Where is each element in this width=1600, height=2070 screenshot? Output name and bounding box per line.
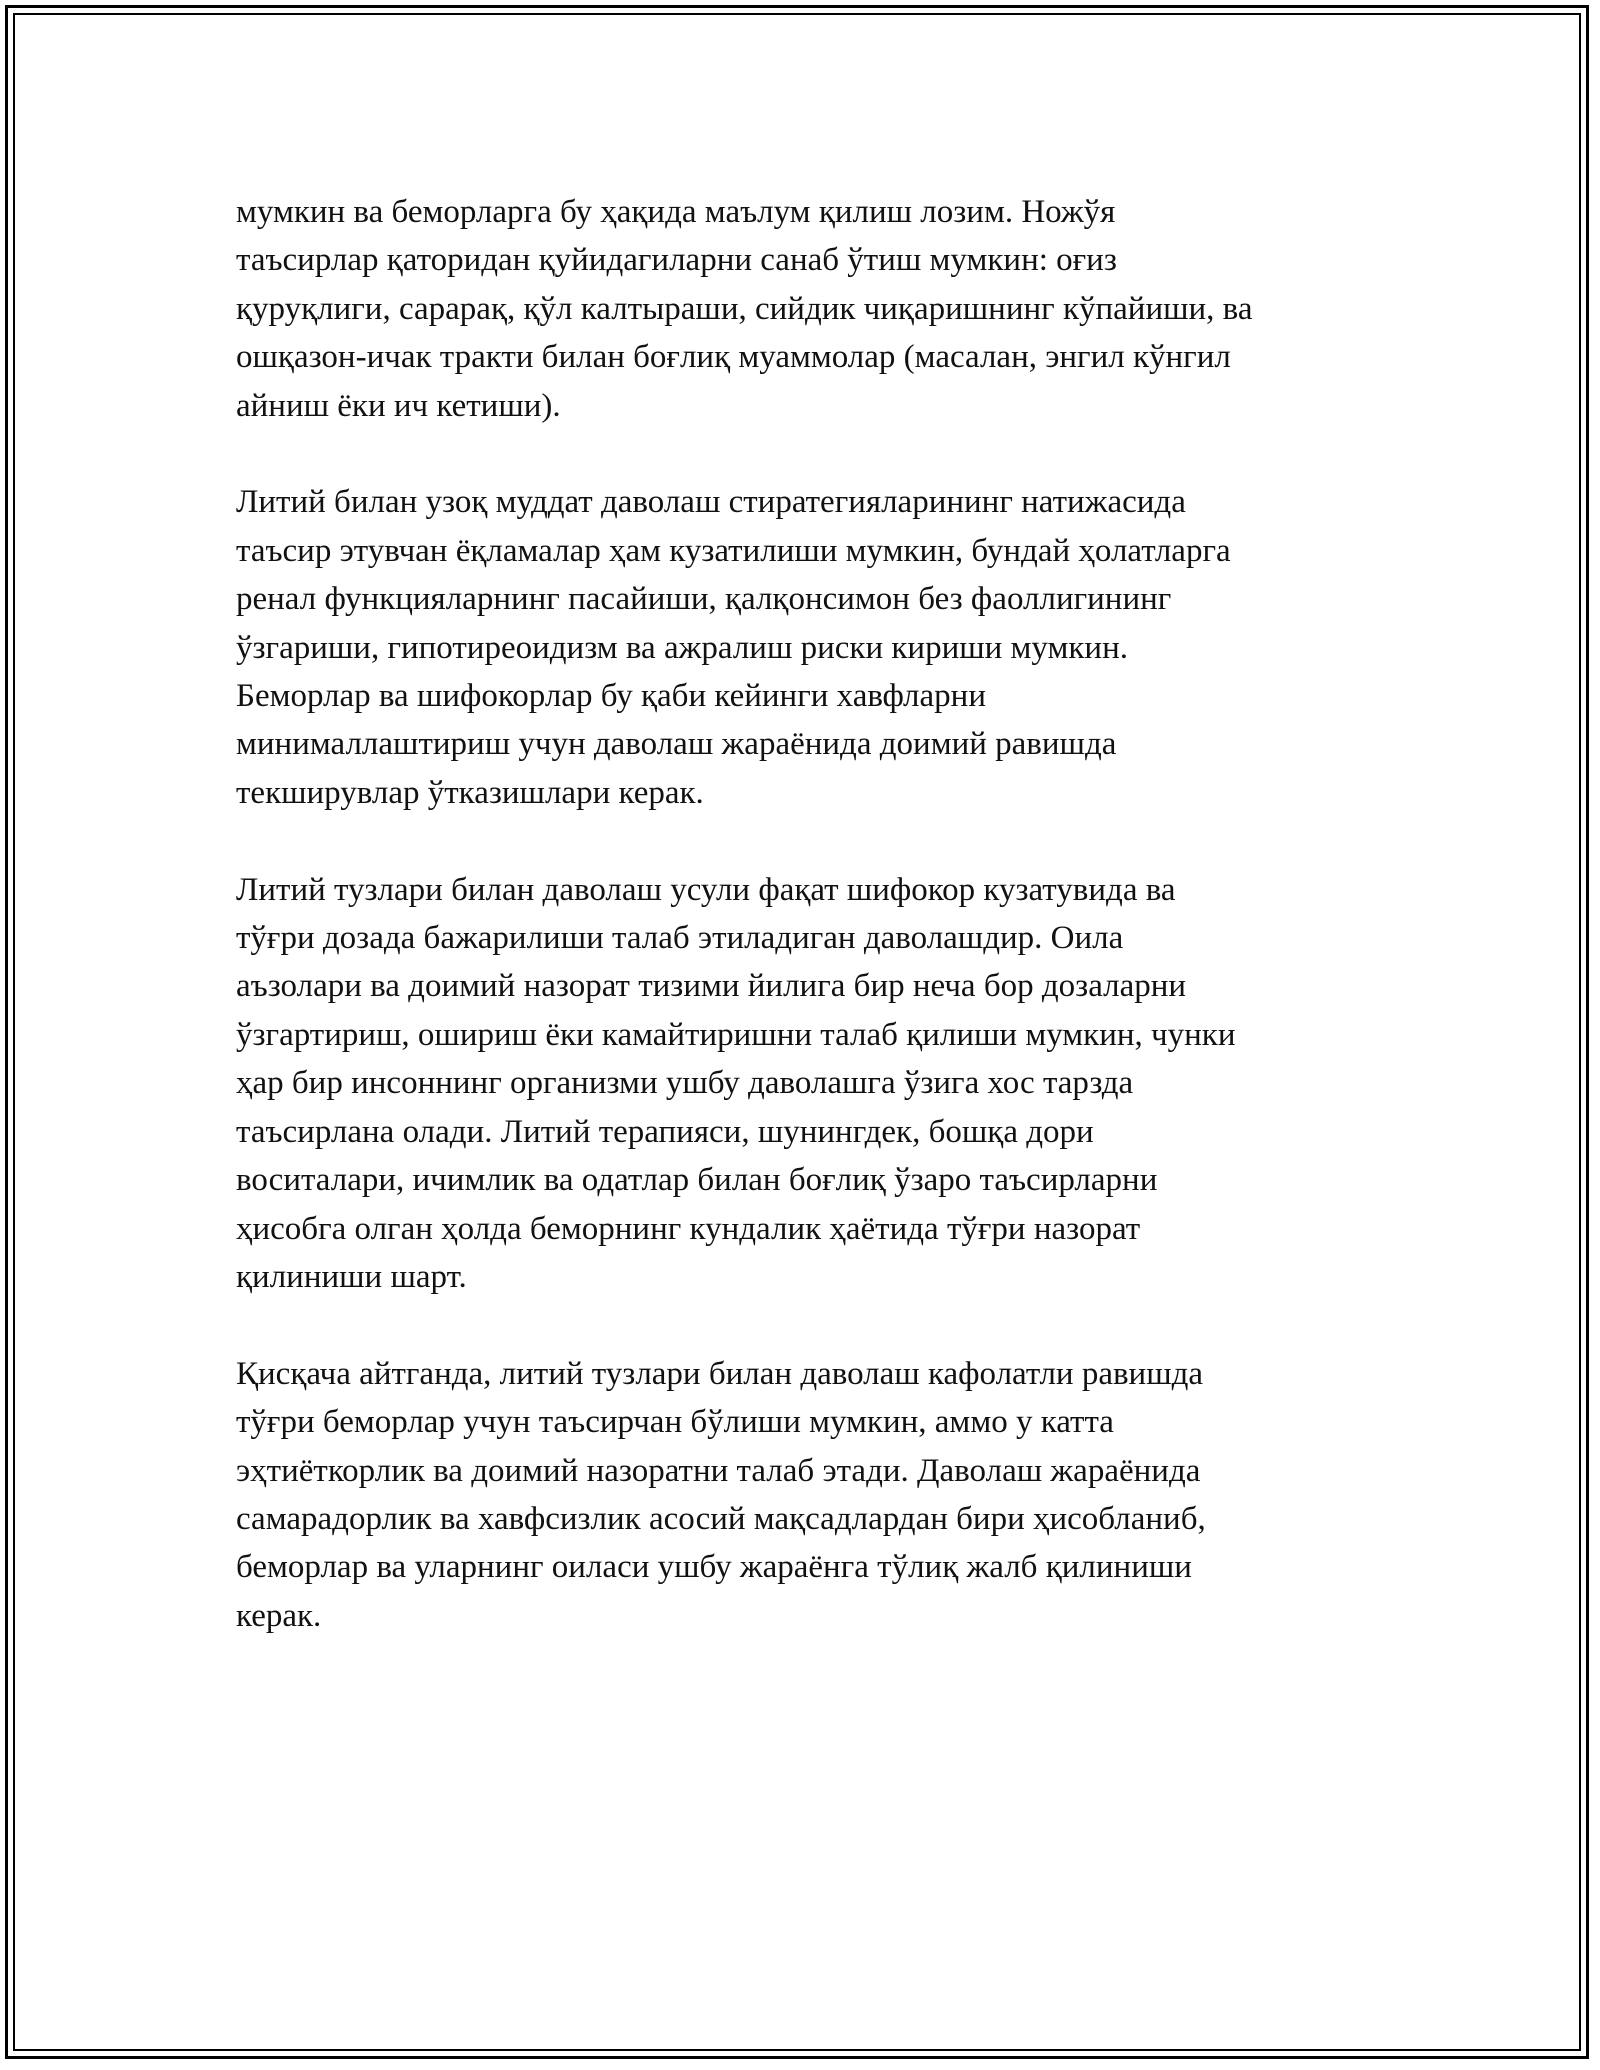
paragraph-3: Литий тузлари билан даволаш усули фақат шифокор кузатувида ва тўғри дозада бажарилиши талаб этиладиган даволашдир. Оила аъзолари ва доимий назорат тизими йилига бир неча бор дозаларни ўзгартириш, ошириш ёки камайтиришни талаб қилиши мумкин, чунки ҳар бир инсоннинг организми ушбу даволашга ўзига хос тарзда таъсирлана олади. Литий терапияси, шунингдек, бошқа дори воситалари, ичимлик ва одатлар билан боғлиқ ўзаро таъсирларни ҳисобга олган ҳолда беморнинг кундалик ҳаётида тўғри назорат қилиниши шарт.: [236, 871, 1236, 1295]
document-body: [236, 188, 1372, 1689]
paragraph-4: Қисқача айтганда, литий тузлари билан даволаш кафолатли равишда тўғри беморлар учун таъсирчан бўлиши мумкин, аммо у катта эҳтиёткорлик ва доимий назоратни талаб этади. Даволаш жараёнида самарадорлик ва хавфсизлик асосий мақсадлардан бири ҳисобланиб, беморлар ва уларнинг оиласи ушбу жараёнга тўлиқ жалб қилиниши керак.: [236, 1355, 1206, 1634]
paragraph-1: мумкин ва беморларга бу ҳақида маълум қилиш лозим. Ножўя таъсирлар қаторидан қуйидагиларни санаб ўтиш мумкин: оғиз қуруқлиги, сарарақ, қўл калтыраши, сийдик чиқаришнинг кўпайиши, ва ошқазон-ичак тракти билан боғлиқ муаммолар (масалан, энгил кўнгил айниш ёки ич кетиши).: [236, 194, 1253, 424]
paragraph-2: Литий билан узоқ муддат даволаш стиратегияларининг натижасида таъсир этувчан ёқламалар ҳам кузатилиши мумкин, бундай ҳолатларга ренал функцияларнинг пасайиши, қалқонсимон без фаоллигининг ўзгариши, гипотиреоидизм ва ажралиш риски кириши мумкин. Беморлар ва шифокорлар бу қаби кейинги хавфларни минималлаштириш учун даволаш жараёнида доимий равишда текширувлар ўтказишлари керак.: [236, 484, 1231, 811]
